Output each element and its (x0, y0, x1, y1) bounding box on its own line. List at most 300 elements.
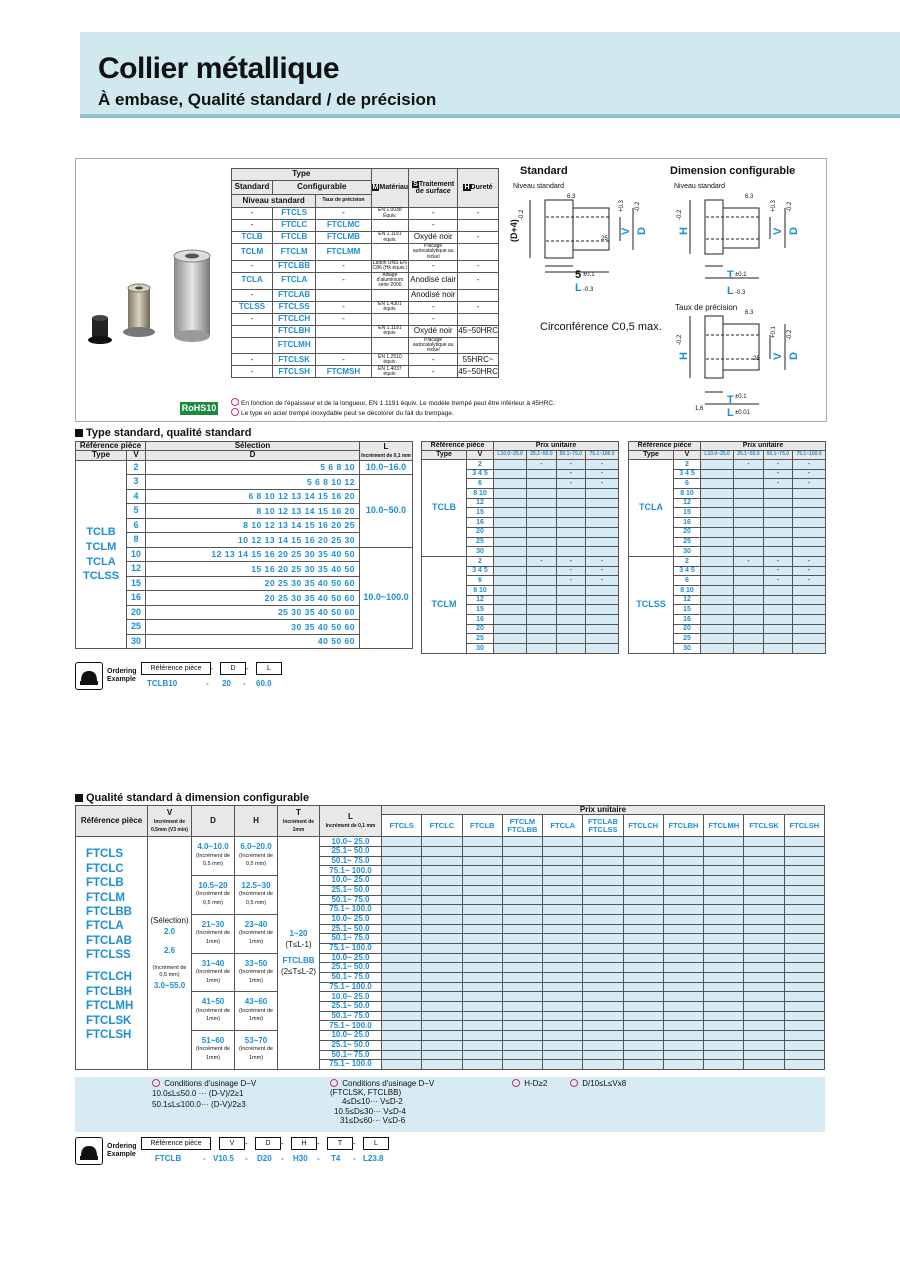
cfg-price-cell (663, 982, 703, 992)
price-cell: - (556, 556, 585, 566)
type-code: - (232, 220, 273, 232)
cfg-price-cell (704, 856, 744, 866)
type-code: TCLA (232, 272, 273, 289)
cfg-price-cell (744, 866, 784, 876)
cfg-price-cell (382, 1002, 422, 1012)
cfg-price-cell (462, 953, 502, 963)
cfg-price-cell (704, 982, 744, 992)
svg-text:-0.2: -0.2 (635, 201, 641, 212)
svg-text:-0.3: -0.3 (583, 287, 594, 293)
cfg-price-cell (422, 1050, 462, 1060)
type-row (232, 313, 499, 325)
cfg-price-cell (382, 847, 422, 857)
cfg-price-cell (543, 982, 583, 992)
cfg-price-cell (583, 885, 623, 895)
cfg-price-col-head: FTCLSK (744, 815, 784, 837)
svg-text:-0.2: -0.2 (519, 209, 525, 220)
price-cell (701, 595, 734, 605)
price-cell (586, 585, 619, 595)
price-cell (763, 498, 792, 508)
cfg-price-cell (422, 953, 462, 963)
cfg-price-cell (382, 914, 422, 924)
cfg-price-cell (543, 837, 583, 847)
traitement-cell: Anodisé clair (409, 272, 458, 289)
cfg-price-cell (462, 1002, 502, 1012)
cfg-l-range: 10.0~ 25.0 (320, 1031, 382, 1041)
std-v: 10 (127, 547, 146, 562)
std-type-name: TCLA (86, 555, 116, 568)
cfg-price-cell (462, 905, 502, 915)
price-cell (734, 634, 763, 644)
price-cell: - (793, 479, 826, 489)
price-cell (556, 644, 585, 654)
cfg-price-cell (543, 856, 583, 866)
cfg-price-cell (744, 905, 784, 915)
dim-five: 5 (575, 269, 582, 281)
cfg-price-cell (583, 1031, 623, 1041)
cfg-l-range: 50.1~ 75.0 (320, 1050, 382, 1060)
price-cell (527, 605, 556, 615)
cfg-price-cell (663, 1002, 703, 1012)
price-v: 16 (467, 518, 494, 528)
cfg-price-cell (502, 1002, 542, 1012)
cfg-l-range: 75.1~ 100.0 (320, 1060, 382, 1070)
cfg-price-cell (502, 876, 542, 886)
cfg-price-cell (422, 1031, 462, 1041)
std-row (76, 547, 413, 562)
std-d: 40 50 60 (146, 634, 360, 649)
durete-cell: - (458, 208, 499, 220)
price-cell (763, 615, 792, 625)
price-cell (556, 615, 585, 625)
price-cell (527, 644, 556, 654)
svg-text:1.6: 1.6 (695, 406, 704, 412)
type-code: - (316, 260, 371, 272)
dim-l-cfg: L (727, 285, 734, 297)
type-row (232, 354, 499, 366)
cfg-l-range: 10.0~ 25.0 (320, 837, 382, 847)
std-d: 25 30 35 40 50 60 (146, 605, 360, 620)
price-cell (494, 527, 527, 537)
cfg-h-range: 6.0~20.0 (Incrément de 0,5 mm) (235, 837, 278, 876)
cfg-price-cell (462, 1050, 502, 1060)
cfg-price-cell (583, 963, 623, 973)
cfg-price-col-head: FTCLA (543, 815, 583, 837)
cfg-l-range: 25.1~ 50.0 (320, 963, 382, 973)
price-cell: - (586, 460, 619, 470)
price-cell (586, 634, 619, 644)
cfg-price-cell (623, 924, 663, 934)
type-head: Type (76, 451, 127, 460)
durete-head: HDureté (458, 169, 499, 208)
traitement-cell: - (409, 354, 458, 366)
price-v-head: V (467, 451, 494, 460)
cfg-price-cell (462, 1040, 502, 1050)
price-cell: - (586, 576, 619, 586)
cfg-l-head: L Incrément de 0,1 mm (320, 806, 382, 837)
cfg-price-cell (543, 1031, 583, 1041)
price-v: 12 (467, 595, 494, 605)
type-code: - (232, 208, 273, 220)
svg-text:-0.2: -0.2 (787, 329, 793, 340)
svg-text:25: 25 (753, 356, 760, 362)
price-cell (701, 527, 734, 537)
cfg-price-col-head: FTCLMH (704, 815, 744, 837)
cfg-row (76, 837, 825, 847)
cfg-price-cell (663, 953, 703, 963)
price-cell (556, 489, 585, 499)
cfg-price-cell (462, 1021, 502, 1031)
d-head: D (146, 451, 360, 460)
cfg-price-cell (502, 895, 542, 905)
cfg-price-cell (462, 992, 502, 1002)
price-v: 30 (467, 644, 494, 654)
cfg-price-cell (623, 856, 663, 866)
materiau-cell (371, 220, 409, 232)
price-v: 16 (674, 615, 701, 625)
price-cell (793, 624, 826, 634)
materiau-cell: EN 1.1191 équiv. (371, 232, 409, 244)
price-cell (701, 508, 734, 518)
cfg-price-cell (502, 982, 542, 992)
order2-ref-box: Référence pièce (141, 1137, 211, 1150)
svg-text:-0.3: -0.3 (735, 290, 746, 296)
std-table-wrap (75, 441, 413, 649)
type-code (316, 289, 371, 301)
cfg-price-cell (744, 1002, 784, 1012)
type-code: - (316, 313, 371, 325)
durete-cell: - (458, 301, 499, 313)
price-cell (701, 634, 734, 644)
cfg-price-cell (543, 953, 583, 963)
type-code: FTCMSH (316, 366, 371, 378)
price-cell (586, 615, 619, 625)
cfg-price-cell (663, 847, 703, 857)
cfg-price-cell (784, 1040, 824, 1050)
cfg-price-cell (663, 1011, 703, 1021)
price-cell (793, 634, 826, 644)
svg-text:-0.2: -0.2 (787, 201, 793, 212)
cfg-price-cell (422, 924, 462, 934)
cfg-type-name: FTCLBB (86, 905, 132, 918)
cfg-price-cell (663, 1060, 703, 1070)
cfg-price-cell (663, 856, 703, 866)
std-section-title: Type standard, qualité standard (75, 427, 251, 439)
cfg-price-cell (543, 1050, 583, 1060)
price-cell (494, 644, 527, 654)
price-cell (527, 479, 556, 489)
cfg-price-cell (744, 982, 784, 992)
std-d: 12 13 14 15 16 20 25 30 35 40 50 (146, 547, 360, 562)
svg-text:-0.2: -0.2 (677, 209, 683, 220)
cfg-l-range: 25.1~ 50.0 (320, 1002, 382, 1012)
cfg-l-range: 25.1~ 50.0 (320, 1040, 382, 1050)
type-row (232, 337, 499, 354)
price-cell: - (556, 460, 585, 470)
order2-val-d: D20 (257, 1154, 272, 1163)
price-type-name: TCLA (629, 460, 674, 557)
type-code: FTCLAB (273, 289, 316, 301)
std-type-name: TCLM (85, 540, 117, 553)
dim-l-prec: L (727, 407, 734, 419)
cfg-price-cell (382, 982, 422, 992)
cfg-price-cell (663, 885, 703, 895)
cfg-type-name: FTCLC (86, 862, 124, 875)
cfg-price-cell (623, 1031, 663, 1041)
config-section-title: Qualité standard à dimension configurable (75, 792, 309, 804)
cfg-type-name: FTCLAB (86, 934, 132, 947)
price-cell (763, 547, 792, 557)
cfg-price-cell (422, 914, 462, 924)
cfg-price-cell (382, 963, 422, 973)
price-cell (734, 644, 763, 654)
order2-val-t: T4 (331, 1154, 341, 1163)
cfg-price-cell (623, 876, 663, 886)
cfg-t-head: T Incrément de 1mm (278, 806, 320, 837)
price-v: 20 (674, 527, 701, 537)
cfg-price-cell (704, 876, 744, 886)
type-row (232, 301, 499, 313)
cfg-price-cell (784, 914, 824, 924)
cfg-price-col-head: FTCLB (462, 815, 502, 837)
order2-h-box: H (291, 1137, 317, 1150)
cfg-price-cell (704, 973, 744, 983)
order2-val-h: H30 (293, 1154, 308, 1163)
price-cell (527, 518, 556, 528)
cfg-price-cell (704, 992, 744, 1002)
price-cell (556, 624, 585, 634)
price-v: 16 (467, 615, 494, 625)
price-cell (586, 595, 619, 605)
price-v: 16 (674, 518, 701, 528)
cfg-price-cell (382, 924, 422, 934)
price-cell (793, 547, 826, 557)
price-col-head: 75.1~100.0 (793, 451, 826, 460)
cfg-price-cell (543, 924, 583, 934)
type-row (232, 220, 499, 232)
type-code: - (232, 354, 273, 366)
price-cell (763, 527, 792, 537)
cfg-price-cell (623, 934, 663, 944)
cfg-l-range: 10.0~ 25.0 (320, 914, 382, 924)
cfg-type-name: FTCLSK (86, 1014, 132, 1027)
cfg-price-cell (623, 973, 663, 983)
cfg-price-cell (422, 982, 462, 992)
cfg-price-cell (704, 905, 744, 915)
cfg-price-cell (422, 876, 462, 886)
cfg-price-cell (543, 1021, 583, 1031)
cfg-price-cell (784, 943, 824, 953)
cfg-price-cell (422, 973, 462, 983)
price-v: 2 (674, 460, 701, 470)
price-cell (793, 537, 826, 547)
cfg-price-cell (704, 963, 744, 973)
note-1: En fonction de l'épaisseur et de la longueur, EN 1.1191 équiv. Le modèle trempé peut être inférieur à 45HRC. (231, 398, 651, 408)
price-cell (701, 460, 734, 470)
cfg-price-cell (502, 953, 542, 963)
cfg-price-cell (744, 992, 784, 1002)
svg-text:±0.1: ±0.1 (735, 272, 747, 278)
cfg-price-cell (623, 1040, 663, 1050)
dim-v-std: V (620, 227, 632, 235)
price-cell: - (556, 576, 585, 586)
type-row (232, 325, 499, 337)
order2-val-l: L23.8 (363, 1154, 384, 1163)
type-row (232, 244, 499, 261)
order-val-d: 20 (222, 679, 231, 688)
cfg-price-cell (422, 885, 462, 895)
cfg-type-name: FTCLA (86, 920, 124, 933)
cfg-l-range: 75.1~ 100.0 (320, 905, 382, 915)
price-v: 30 (674, 547, 701, 557)
price-cell: - (556, 479, 585, 489)
cfg-price-cell (462, 934, 502, 944)
cfg-d-range: 21~30 (Incrément de 1mm) (192, 914, 235, 953)
std-d: 5 6 8 10 (146, 460, 360, 475)
cfg-price-cell (784, 847, 824, 857)
traitement-cell: - (409, 220, 458, 232)
order-ref-box: Référence pièce (141, 662, 211, 675)
cfg-price-cell (382, 866, 422, 876)
cfg-price-cell (462, 885, 502, 895)
price-cell (586, 489, 619, 499)
cfg-price-cell (382, 943, 422, 953)
type-row (232, 208, 499, 220)
cfg-price-cell (583, 1060, 623, 1070)
order2-val-ref: FTCLB (155, 1154, 182, 1163)
price-cell: - (556, 566, 585, 576)
std-v: 12 (127, 562, 146, 577)
price-cell: - (586, 566, 619, 576)
cfg-price-cell (744, 943, 784, 953)
price-ref-head: Référence pièce (629, 442, 701, 451)
v-head: V (127, 451, 146, 460)
price-cell (494, 479, 527, 489)
type-code: TCLSS (232, 301, 273, 313)
cfg-price-cell (502, 905, 542, 915)
price-cell (763, 489, 792, 499)
price-cell (527, 595, 556, 605)
price-cell (734, 479, 763, 489)
cfg-price-cell (502, 934, 542, 944)
cfg-price-cell (543, 905, 583, 915)
price-cell (494, 489, 527, 499)
price-v: 2 (467, 556, 494, 566)
price-cell: - (586, 479, 619, 489)
cfg-price-cell (583, 856, 623, 866)
price-table-right (628, 441, 826, 654)
price-cell (763, 595, 792, 605)
price-cell (793, 508, 826, 518)
cfg-price-cell (744, 963, 784, 973)
cfg-price-cell (744, 856, 784, 866)
type-code: FTCLMB (316, 232, 371, 244)
cfg-price-cell (543, 1011, 583, 1021)
durete-cell: 55HRC~ (458, 354, 499, 366)
cfg-price-col-head: FTCLM FTCLBB (502, 815, 542, 837)
price-ref-head: Référence pièce (422, 442, 494, 451)
svg-text:+0.3: +0.3 (771, 200, 777, 212)
cfg-price-cell (663, 866, 703, 876)
price-v: 8 10 (674, 489, 701, 499)
price-cell (586, 624, 619, 634)
price-cell: - (793, 556, 826, 566)
drawing-standard-title: Standard (520, 165, 568, 177)
price-v: 3 4 5 (467, 469, 494, 479)
price-cell (793, 615, 826, 625)
cfg-price-cell (744, 1021, 784, 1031)
chamfer-note: Circonférence C0,5 max. (540, 321, 662, 333)
cfg-prix-head: Prix unitaire (382, 806, 825, 815)
price-cell (793, 644, 826, 654)
price-cell (494, 634, 527, 644)
ordering-label: Ordering Example (107, 668, 137, 683)
dim-d4: (D+4) (509, 219, 519, 242)
cfg-l-range: 50.1~ 75.0 (320, 895, 382, 905)
cfg-price-cell (704, 934, 744, 944)
cfg-price-cell (623, 992, 663, 1002)
cfg-type-name: FTCLSS (86, 949, 131, 962)
phone-icon (75, 1137, 103, 1165)
type-code: - (232, 289, 273, 301)
cfg-price-cell (704, 943, 744, 953)
std-v: 8 (127, 533, 146, 548)
cfg-price-cell (583, 1011, 623, 1021)
cfg-price-cell (583, 1002, 623, 1012)
price-cell (494, 469, 527, 479)
price-v: 6 (467, 479, 494, 489)
cfg-price-cell (502, 992, 542, 1002)
traitement-cell: - (409, 366, 458, 378)
cfg-price-cell (744, 895, 784, 905)
price-row (629, 460, 826, 470)
traitement-cell: Placage autocatalytique au nickel (409, 244, 458, 261)
durete-cell (458, 244, 499, 261)
durete-cell (458, 289, 499, 301)
price-cell (734, 547, 763, 557)
traitement-cell: Placage autocatalytique au nickel (409, 337, 458, 354)
cfg-price-cell (502, 963, 542, 973)
cfg-ref-head: Référence pièce (76, 806, 148, 837)
cfg-price-cell (623, 895, 663, 905)
cfg-type-name: FTCLBH (86, 985, 132, 998)
price-cell (527, 624, 556, 634)
cfg-type-name: FTCLS (86, 848, 124, 861)
dim-v-cfg: V (772, 227, 784, 235)
price-cell (763, 518, 792, 528)
precision-head: Taux de précision (316, 195, 371, 208)
price-cell: - (763, 460, 792, 470)
dim-h-prec: H (678, 352, 690, 360)
cfg-type-name: FTCLB (86, 877, 124, 890)
materiau-cell: EN 1.0038 Équiv. (371, 208, 409, 220)
cfg-price-cell (583, 992, 623, 1002)
durete-cell: - (458, 272, 499, 289)
price-v: 25 (467, 537, 494, 547)
cfg-price-cell (422, 837, 462, 847)
cfg-price-cell (623, 1011, 663, 1021)
type-row (232, 366, 499, 378)
price-col-head: L10.0~25.0 (701, 451, 734, 460)
price-v: 2 (467, 460, 494, 470)
std-d: 15 16 20 25 30 35 40 50 (146, 562, 360, 577)
price-cell (556, 527, 585, 537)
price-cell (527, 615, 556, 625)
price-cell (734, 566, 763, 576)
cfg-price-cell (422, 934, 462, 944)
cfg-price-cell (543, 895, 583, 905)
std-v: 15 (127, 576, 146, 591)
